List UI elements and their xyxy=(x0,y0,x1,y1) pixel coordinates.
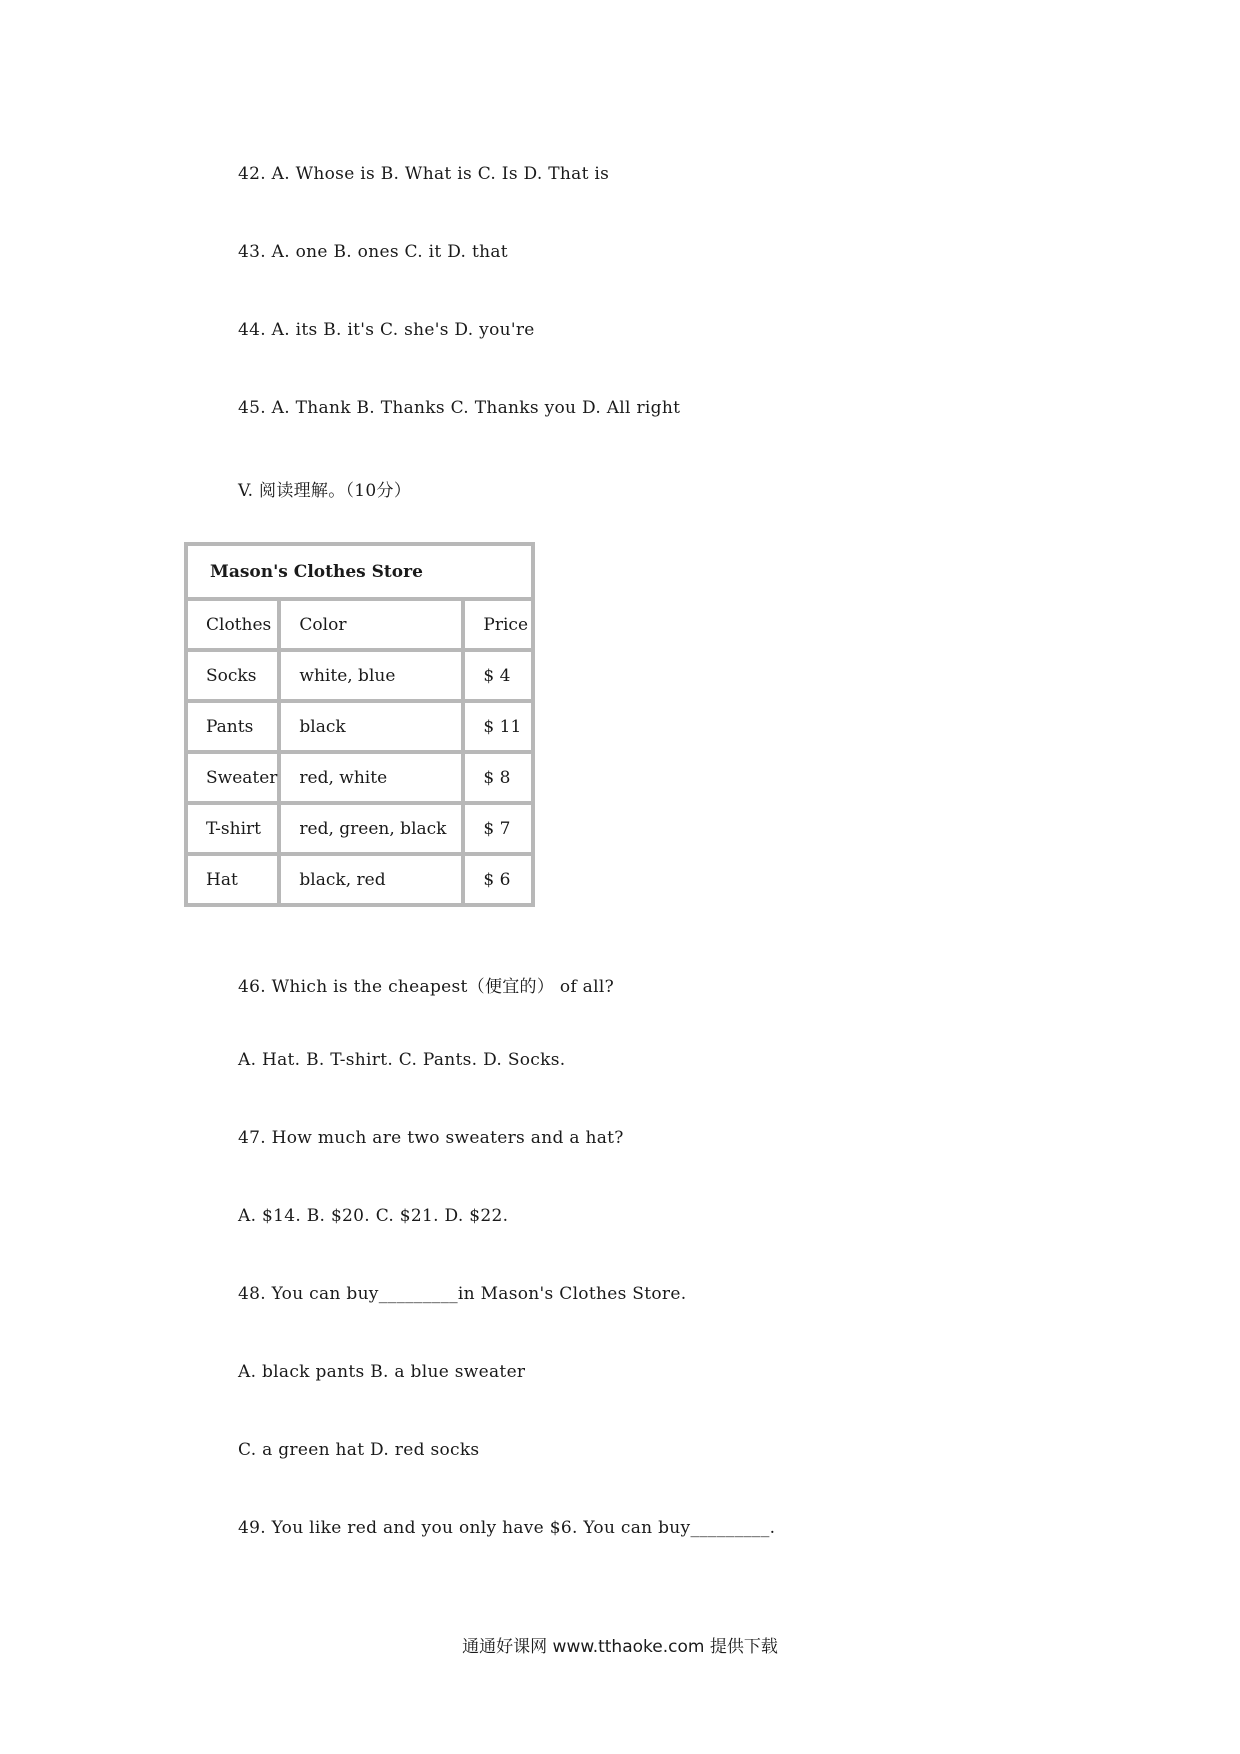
cell-clothes: Hat xyxy=(186,854,279,905)
cell-price: $ 8 xyxy=(463,752,533,803)
cell-price: $ 7 xyxy=(463,803,533,854)
table-row xyxy=(186,701,533,752)
cell-clothes: T-shirt xyxy=(186,803,279,854)
cell-price: $ 4 xyxy=(463,650,533,701)
header-clothes: Clothes xyxy=(186,599,279,650)
table-title: Mason's Clothes Store xyxy=(186,544,533,599)
question-48-options-cd: C. a green hat D. red socks xyxy=(238,1440,480,1460)
section-heading-reading: V. 阅读理解。（10分） xyxy=(238,481,412,501)
cell-color: red, green, black xyxy=(279,803,463,854)
question-45: 45. A. Thank B. Thanks C. Thanks you D. All right xyxy=(238,398,681,418)
cell-price: $ 11 xyxy=(463,701,533,752)
question-43: 43. A. one B. ones C. it D. that xyxy=(238,242,508,262)
header-color: Color xyxy=(279,599,463,650)
table-title-row xyxy=(186,544,533,599)
table-row xyxy=(186,650,533,701)
page-footer: 通通好课网 www.tthaoke.com 提供下载 xyxy=(462,1637,778,1657)
question-47: 47. How much are two sweaters and a hat? xyxy=(238,1128,624,1148)
question-46: 46. Which is the cheapest（便宜的） of all? xyxy=(238,977,615,997)
question-44: 44. A. its B. it's C. she's D. you're xyxy=(238,320,535,340)
cell-color: black xyxy=(279,701,463,752)
question-47-options: A. $14. B. $20. C. $21. D. $22. xyxy=(238,1206,509,1226)
cell-clothes: Pants xyxy=(186,701,279,752)
question-46-options: A. Hat. B. T-shirt. C. Pants. D. Socks. xyxy=(238,1050,566,1070)
table-row xyxy=(186,854,533,905)
question-48-options-ab: A. black pants B. a blue sweater xyxy=(238,1362,526,1382)
cell-color: white, blue xyxy=(279,650,463,701)
header-price: Price xyxy=(463,599,533,650)
cell-clothes: Sweater xyxy=(186,752,279,803)
table-header-row xyxy=(186,599,533,650)
question-42: 42. A. Whose is B. What is C. Is D. That is xyxy=(238,164,610,184)
table-row xyxy=(186,803,533,854)
table-row xyxy=(186,752,533,803)
cell-price: $ 6 xyxy=(463,854,533,905)
cell-color: black, red xyxy=(279,854,463,905)
question-48: 48. You can buy_________in Mason's Clothes Store. xyxy=(238,1284,687,1304)
question-49: 49. You like red and you only have $6. You can buy_________. xyxy=(238,1518,776,1538)
cell-color: red, white xyxy=(279,752,463,803)
cell-clothes: Socks xyxy=(186,650,279,701)
clothes-store-table xyxy=(184,542,535,907)
